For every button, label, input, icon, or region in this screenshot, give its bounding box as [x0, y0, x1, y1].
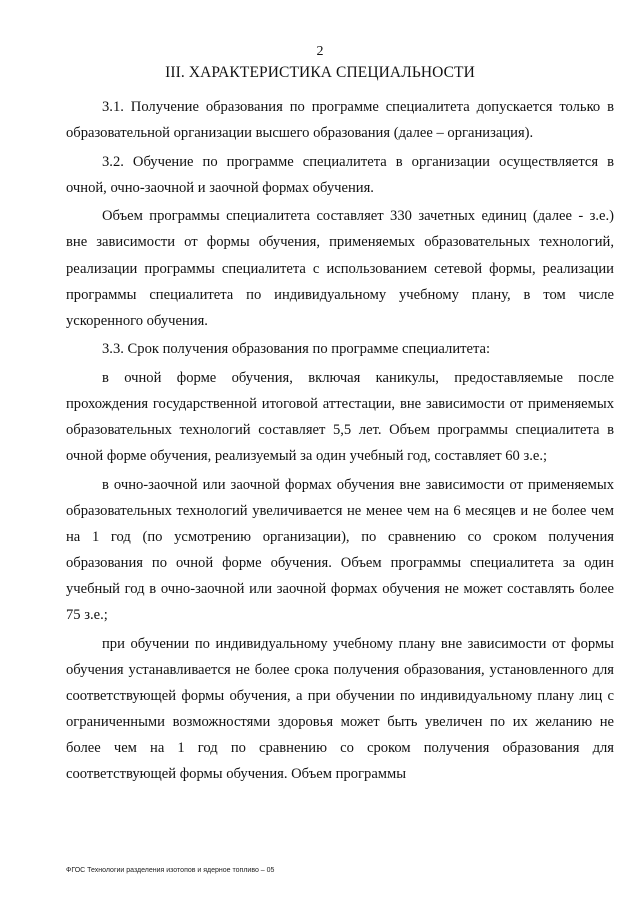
paragraph-individual-plan: при обучении по индивидуальному учебному плану вне зависимости от формы обучения устанавливается не более срока получения образования, установленного для соответствующей формы обучения, а при обучении по индивидуальному плану лиц с ограниченными возможностями здоровья может быть увеличен по их желанию не более чем на 1 год по сравнению со сроком получения образования для соответствующей формы обучения. Объем программы — [66, 635, 614, 783]
paragraph-program-volume: Объем программы специалитета составляет 330 зачетных единиц (далее - з.е.) вне зависимости от формы обучения, применяемых образовательных технологий, реализации программы специалитета с использованием сетевой формы, реализации программы специалитета по индивидуальному учебному плану, в том числе ускоренного обучения. — [66, 208, 614, 329]
document-body — [66, 94, 614, 790]
section-title: III. ХАРАКТЕРИСТИКА СПЕЦИАЛЬНОСТИ — [165, 64, 475, 81]
paragraph-3-3: 3.3. Срок получения образования по программе специалитета: — [102, 341, 491, 358]
footer-note: ФГОС Технологии разделения изотопов и ядерное топливо – 05 — [66, 867, 275, 874]
paragraph-3-2: 3.2. Обучение по программе специалитета в организации осуществляется в очной, очно-заочной и заочной формах обучения. — [66, 153, 614, 196]
paragraph-full-time: в очной форме обучения, включая каникулы, предоставляемые после прохождения государственной итоговой аттестации, вне зависимости от применяемых образовательных технологий составляет 5,5 лет. Объем программы специалитета в очной форме обучения, реализуемый за один учебный год, составляет 60 з.е.; — [66, 369, 614, 465]
paragraph-part-time: в очно-заочной или заочной формах обучения вне зависимости от применяемых образовательных технологий увеличивается не менее чем на 6 месяцев и не более чем на 1 год (по усмотрению организации), по сравнению со сроком получения образования по очной форме обучения. Объем программы специалитета за один учебный год в очно-заочной или заочной формах обучения не может составлять более 75 з.е.; — [66, 476, 614, 624]
paragraph-3-1: 3.1. Получение образования по программе специалитета допускается только в образовательной организации высшего образования (далее – организация). — [66, 99, 614, 142]
page-number: 2 — [316, 44, 324, 59]
